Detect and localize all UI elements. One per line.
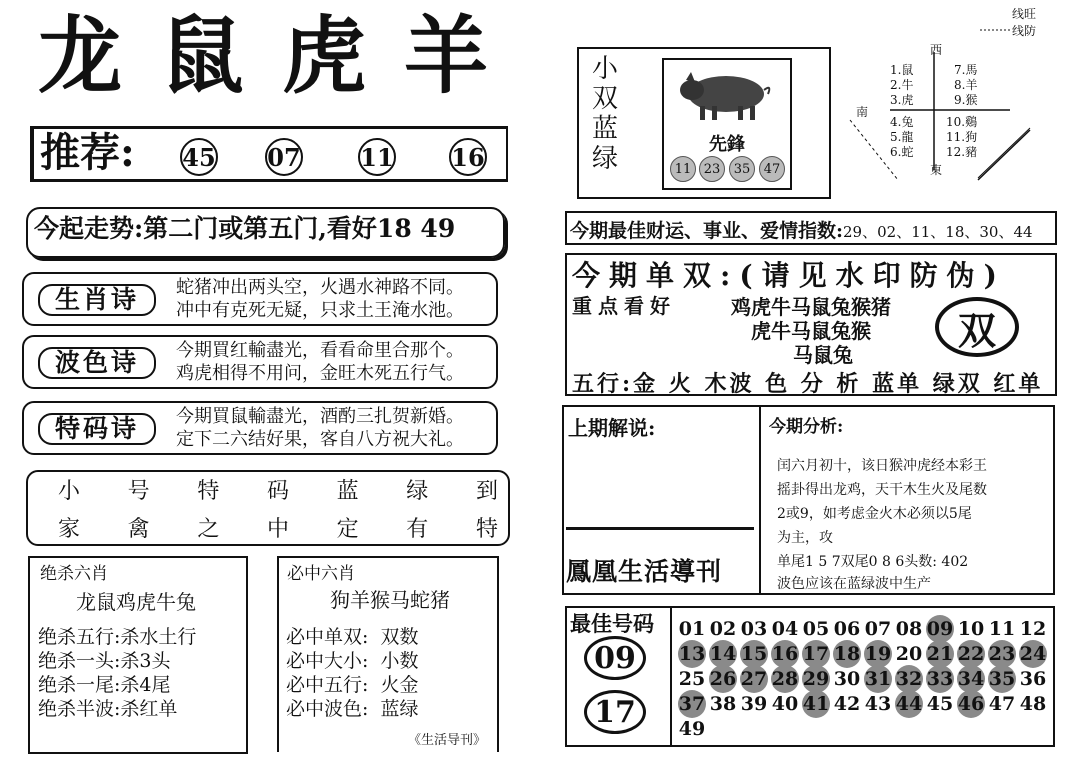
analysis-line: 单尾1 5 7双尾0 8 6头数: 402 (777, 554, 969, 570)
compass-zodiac: 6.蛇 (890, 145, 914, 159)
kill-key: 绝杀一头: (38, 650, 121, 672)
must-value: 蓝绿 (380, 698, 419, 720)
trend-text: 今起走势:第二门或第五门,看好18 49 (34, 214, 456, 243)
grid-number: 45 (926, 693, 954, 715)
must-key: 必中波色: (286, 698, 369, 720)
grid-number: 16 (769, 641, 801, 667)
legend-strong: 线旺 (1012, 7, 1037, 21)
spread-char: 定 (336, 517, 359, 542)
must-value: 小数 (380, 650, 419, 672)
analysis-line: 2或9，如考虑金火木必须以5尾 (777, 506, 972, 522)
compass-zodiac: 9.猴 (954, 93, 978, 107)
must-key: 必中大小: (286, 650, 369, 672)
grid-number: 06 (833, 618, 861, 640)
spread-char: 绿 (406, 479, 429, 504)
kill-key: 绝杀五行: (38, 626, 121, 648)
grid-number: 08 (895, 618, 923, 640)
pioneer-number: 11 (670, 156, 696, 182)
grid-number: 01 (678, 618, 706, 640)
grid-number: 37 (676, 691, 708, 717)
must-title: 必中六肖 (287, 564, 355, 584)
pioneer-number: 35 (729, 156, 755, 182)
best-pick: 17 (584, 690, 646, 734)
index-text (570, 216, 1033, 243)
compass-zodiac: 1.鼠 (890, 63, 914, 77)
compass-zodiac: 7.馬 (954, 63, 978, 77)
grid-number: 13 (676, 641, 708, 667)
recommend-number: 07 (265, 138, 303, 176)
poem-line: 冲中有克死无疑，只求土王淹水池。 (176, 300, 464, 321)
compass-zodiac: 5.龍 (890, 130, 914, 144)
grid-number: 47 (988, 693, 1016, 715)
compass-zodiac: 8.羊 (954, 78, 978, 92)
spread-char: 蓝 (336, 479, 359, 504)
recommend-label: 推荐: (40, 129, 135, 176)
kill-zodiacs: 龙鼠鸡虎牛兔 (76, 590, 196, 614)
grid-number: 24 (1017, 641, 1049, 667)
focus-line: 马鼠兔 (793, 343, 853, 367)
analysis-line: 波色应该在蓝绿波中生产 (777, 576, 931, 592)
compass-west: 西 (930, 43, 943, 57)
compass-east: 東 (930, 163, 943, 177)
grid-number: 46 (955, 691, 987, 717)
pioneer-vertical (592, 54, 622, 174)
pioneer-char: 小 (592, 54, 619, 84)
grid-number: 12 (1019, 618, 1047, 640)
pioneer-label: 先鋒 (709, 134, 745, 155)
best-divider (670, 606, 672, 747)
grid-number: 41 (800, 691, 832, 717)
compass-south: 南 (856, 105, 869, 119)
analysis-line: 摇卦得出龙鸡，天干木生火及尾数 (777, 482, 987, 498)
poem-line: 今期買红輸盡光，看看命里合那个。 (176, 340, 464, 361)
grid-number: 49 (678, 718, 706, 740)
focus-line: 虎牛马鼠兔猴 (751, 319, 871, 343)
poem-line: 蛇猪冲出两头空，火遇水神路不同。 (176, 277, 464, 298)
kill-value: 杀红单 (120, 698, 178, 720)
special-poem-box (22, 401, 498, 455)
poem-line: 今期買鼠輸盡光，酒酌三扎贺新婚。 (176, 406, 464, 427)
analysis-rule (566, 527, 754, 530)
spread-char: 特 (475, 517, 498, 542)
grid-number: 26 (707, 666, 739, 692)
spread-char: 有 (406, 517, 429, 542)
spread-char: 禽 (127, 517, 150, 542)
kill-row (38, 673, 171, 697)
compass-zodiac: 2.牛 (890, 78, 914, 92)
grid-number: 20 (895, 643, 923, 665)
grid-number: 09 (924, 616, 956, 642)
page-title: 龙鼠虎羊 (38, 6, 527, 105)
must-value: 火金 (380, 674, 419, 696)
grid-number: 38 (709, 693, 737, 715)
color-poem-box (22, 335, 498, 389)
grid-number: 32 (893, 666, 925, 692)
pig-icon (664, 60, 790, 130)
grid-number: 15 (738, 641, 770, 667)
kill-title: 绝杀六肖 (40, 564, 108, 584)
compass-zodiac: 12.豬 (946, 145, 978, 159)
spread-char: 码 (266, 479, 289, 504)
compass-zodiac: 3.虎 (890, 93, 914, 107)
poem-line: 定下二六结好果，客自八方祝大礼。 (176, 429, 464, 450)
grid-number: 28 (769, 666, 801, 692)
pioneer-number: 47 (759, 156, 785, 182)
grid-number: 07 (864, 618, 892, 640)
grid-number: 18 (831, 641, 863, 667)
brand-logo: 鳳凰生活導刊 (566, 557, 723, 586)
compass-zodiac: 11.狗 (946, 130, 978, 144)
grid-number: 35 (986, 666, 1018, 692)
grid-number: 30 (833, 668, 861, 690)
kill-box-bottom (28, 752, 248, 754)
grid-number: 44 (893, 691, 925, 717)
grid-number: 21 (924, 641, 956, 667)
poem-tag: 特码诗 (38, 413, 156, 445)
spread-char: 到 (475, 479, 498, 504)
spread-char: 小 (58, 479, 81, 504)
prev-analysis-label: 上期解说: (568, 416, 656, 440)
pioneer-char: 绿 (592, 144, 619, 174)
kill-value: 杀4尾 (120, 674, 171, 696)
recommend-number: 45 (180, 138, 218, 176)
compass-zodiac: 10.鷄 (946, 115, 978, 129)
must-row (286, 697, 419, 721)
recommend-number: 11 (358, 138, 396, 176)
grid-number: 22 (955, 641, 987, 667)
analysis-divider (759, 405, 761, 595)
spread-char: 家 (58, 517, 81, 542)
kill-key: 绝杀一尾: (38, 674, 121, 696)
best-pick: 09 (584, 636, 646, 680)
odd-even-title: 今期单双:(请见水印防伪) (572, 259, 1006, 292)
grid-number: 39 (740, 693, 768, 715)
kill-key: 绝杀半波: (38, 698, 121, 720)
must-row (286, 673, 419, 697)
best-label: 最佳号码 (570, 611, 654, 636)
grid-number: 31 (862, 666, 894, 692)
grid-number: 48 (1019, 693, 1047, 715)
poem-tag: 生肖诗 (38, 284, 156, 316)
grid-number: 04 (771, 618, 799, 640)
index-label: 今期最佳财运、事业、爱情指数: (570, 220, 844, 242)
analysis-line: 为主，攻 (777, 530, 833, 546)
grid-number: 34 (955, 666, 987, 692)
must-zodiacs: 狗羊猴马蛇猪 (330, 588, 450, 612)
grid-number: 33 (924, 666, 956, 692)
analysis-line: 闰六月初十，该日猴冲虎经本彩王 (777, 458, 987, 474)
spread-char: 号 (127, 479, 150, 504)
grid-number: 27 (738, 666, 770, 692)
grid-number: 25 (678, 668, 706, 690)
kill-value: 杀水土行 (120, 626, 197, 648)
grid-number: 05 (802, 618, 830, 640)
must-footer: 《生活导刊》 (408, 733, 487, 748)
even-stamp: 双 (935, 297, 1019, 357)
wuxing-line: 五行:金 火 木波 色 分 析 蓝单 绿双 红单 (572, 371, 1044, 397)
zodiac-poem-box (22, 272, 498, 326)
must-row (286, 649, 419, 673)
kill-row (38, 649, 171, 673)
poem-line: 鸡虎相得不用问，金旺木死五行气。 (176, 363, 464, 384)
grid-number: 19 (862, 641, 894, 667)
compass-zodiac: 4.兔 (890, 115, 914, 129)
spread-row-2 (58, 512, 498, 543)
must-row (286, 625, 419, 649)
grid-number: 17 (800, 641, 832, 667)
must-key: 必中五行: (286, 674, 369, 696)
focus-line: 鸡虎牛马鼠兔猴猪 (731, 295, 891, 319)
spread-char: 特 (197, 479, 220, 504)
spread-box (26, 470, 510, 546)
grid-number: 14 (707, 641, 739, 667)
grid-number: 36 (1019, 668, 1047, 690)
must-value: 双数 (380, 626, 419, 648)
grid-number: 03 (740, 618, 768, 640)
grid-number: 40 (771, 693, 799, 715)
poem-tag: 波色诗 (38, 347, 156, 379)
pioneer-char: 蓝 (592, 114, 619, 144)
cur-analysis-label: 今期分析: (769, 417, 844, 437)
must-key: 必中单双: (286, 626, 369, 648)
pioneer-char: 双 (592, 84, 619, 114)
index-numbers: 29、02、11、18、30、44 (843, 223, 1033, 241)
spread-char: 中 (266, 517, 289, 542)
spread-row-1 (58, 474, 498, 505)
recommend-number: 16 (449, 138, 487, 176)
grid-number: 11 (988, 618, 1016, 640)
grid-number: 29 (800, 666, 832, 692)
pioneer-number: 23 (699, 156, 725, 182)
kill-row (38, 625, 196, 649)
grid-number: 10 (957, 618, 985, 640)
grid-number: 02 (709, 618, 737, 640)
grid-number: 23 (986, 641, 1018, 667)
grid-number: 43 (864, 693, 892, 715)
spread-char: 之 (197, 517, 220, 542)
focus-label: 重点看好 (572, 294, 676, 318)
kill-value: 杀3头 (120, 650, 171, 672)
kill-row (38, 697, 177, 721)
legend-guard: 线防 (1012, 24, 1037, 38)
grid-number: 42 (833, 693, 861, 715)
